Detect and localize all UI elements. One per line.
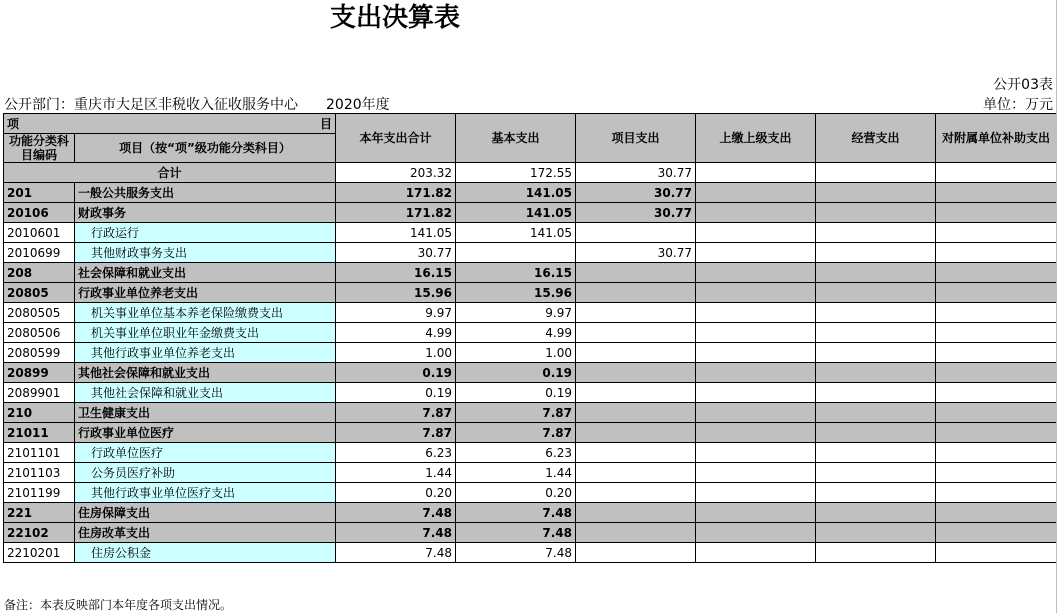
row-value-cell [936, 183, 1057, 203]
row-value-cell [936, 523, 1057, 543]
row-value-cell [936, 383, 1057, 403]
row-value-cell [696, 543, 816, 563]
row-value-cell [696, 303, 816, 323]
row-value-cell [816, 483, 936, 503]
row-value-cell [936, 283, 1057, 303]
row-value-cell: 1.00 [336, 343, 456, 363]
expenditure-table [3, 113, 1057, 563]
row-value-cell [936, 403, 1057, 423]
total-label: 合计 [4, 163, 336, 183]
row-value-cell [696, 283, 816, 303]
row-value-cell [696, 483, 816, 503]
row-value-cell: 1.00 [456, 343, 576, 363]
row-name: 其他社会保障和就业支出 [75, 383, 336, 403]
row-value-cell: 9.97 [336, 303, 456, 323]
row-value-cell: 4.99 [456, 323, 576, 343]
row-value-cell [576, 443, 696, 463]
row-value-cell: 6.23 [336, 443, 456, 463]
row-value-cell [936, 323, 1057, 343]
table-row [4, 183, 1057, 203]
row-name: 住房公积金 [75, 543, 336, 563]
row-value-cell [696, 183, 816, 203]
table-row [4, 463, 1057, 483]
table-row [4, 423, 1057, 443]
row-code: 2010699 [4, 243, 75, 263]
row-code: 20899 [4, 363, 75, 383]
row-value-cell: 7.87 [456, 403, 576, 423]
row-value-cell [576, 363, 696, 383]
row-code: 2101101 [4, 443, 75, 463]
header-row-top [4, 114, 1057, 134]
row-name: 其他社会保障和就业支出 [75, 363, 336, 383]
row-value-cell [576, 383, 696, 403]
row-value-cell [696, 423, 816, 443]
row-value-cell: 0.20 [456, 483, 576, 503]
row-value-cell: 6.23 [456, 443, 576, 463]
row-code: 20106 [4, 203, 75, 223]
department-line [4, 94, 390, 114]
row-value-cell: 15.96 [456, 283, 576, 303]
row-value-cell [816, 523, 936, 543]
year-label: 2020年度 [326, 97, 390, 113]
row-value-cell: 30.77 [576, 243, 696, 263]
row-code: 201 [4, 183, 75, 203]
row-value-cell [936, 363, 1057, 383]
row-value-cell [816, 503, 936, 523]
row-value-cell: 15.96 [336, 283, 456, 303]
row-value-cell: 1.44 [336, 463, 456, 483]
row-value-cell [816, 343, 936, 363]
row-value-cell: 16.15 [336, 263, 456, 283]
row-value-cell: 0.20 [336, 483, 456, 503]
row-value-cell: 0.19 [456, 363, 576, 383]
row-value-cell: 0.19 [456, 383, 576, 403]
total-cell: 172.55 [456, 163, 576, 183]
row-value-cell [576, 423, 696, 443]
row-name: 其他行政事业单位养老支出 [75, 343, 336, 363]
row-value-cell [816, 303, 936, 323]
table-row [4, 203, 1057, 223]
col-header-total: 本年支出合计 [336, 114, 456, 163]
row-code: 2080506 [4, 323, 75, 343]
row-value-cell [576, 403, 696, 423]
row-value-cell: 7.48 [336, 503, 456, 523]
row-value-cell: 0.19 [336, 363, 456, 383]
row-code: 2101199 [4, 483, 75, 503]
row-value-cell [696, 363, 816, 383]
row-code: 221 [4, 503, 75, 523]
unit-label: 单位：万元 [983, 97, 1053, 113]
row-code: 21011 [4, 423, 75, 443]
row-value-cell: 4.99 [336, 323, 456, 343]
row-value-cell [816, 423, 936, 443]
row-value-cell [816, 363, 936, 383]
row-value-cell [816, 223, 936, 243]
row-value-cell [816, 543, 936, 563]
row-name: 公务员医疗补助 [75, 463, 336, 483]
row-value-cell: 7.48 [336, 543, 456, 563]
row-value-cell [816, 443, 936, 463]
table-row [4, 543, 1057, 563]
total-cell [816, 163, 936, 183]
row-value-cell [576, 483, 696, 503]
row-value-cell [816, 283, 936, 303]
row-value-cell [816, 203, 936, 223]
table-row [4, 343, 1057, 363]
row-value-cell [576, 463, 696, 483]
row-code: 2089901 [4, 383, 75, 403]
col-header-name: 项目（按“项”级功能分类科目） [75, 134, 336, 163]
total-cell [936, 163, 1057, 183]
row-name: 行政运行 [75, 223, 336, 243]
row-value-cell [576, 223, 696, 243]
department-label: 公开部门：重庆市大足区非税收入征收服务中心 [4, 97, 298, 113]
total-cell: 30.77 [576, 163, 696, 183]
total-cell [696, 163, 816, 183]
row-value-cell [456, 243, 576, 263]
row-name: 行政单位医疗 [75, 443, 336, 463]
table-row [4, 483, 1057, 503]
row-value-cell [816, 263, 936, 283]
row-value-cell: 141.05 [336, 223, 456, 243]
row-value-cell [576, 523, 696, 543]
table-row [4, 323, 1057, 343]
row-value-cell [816, 323, 936, 343]
row-value-cell [696, 223, 816, 243]
table-row [4, 263, 1057, 283]
page-title: 支出决算表 [329, 3, 460, 33]
row-value-cell [576, 323, 696, 343]
row-value-cell [936, 443, 1057, 463]
table-row [4, 383, 1057, 403]
table-row [4, 283, 1057, 303]
row-name: 机关事业单位基本养老保险缴费支出 [75, 303, 336, 323]
row-name: 住房改革支出 [75, 523, 336, 543]
row-value-cell [696, 403, 816, 423]
row-value-cell: 7.48 [456, 523, 576, 543]
row-value-cell [696, 323, 816, 343]
table-row [4, 503, 1057, 523]
row-value-cell [936, 543, 1057, 563]
table-row [4, 363, 1057, 383]
row-value-cell [696, 263, 816, 283]
row-value-cell [936, 343, 1057, 363]
row-value-cell [816, 463, 936, 483]
total-cell: 203.32 [336, 163, 456, 183]
row-name: 行政事业单位养老支出 [75, 283, 336, 303]
row-value-cell [936, 303, 1057, 323]
row-value-cell [696, 343, 816, 363]
row-name: 卫生健康支出 [75, 403, 336, 423]
total-row [4, 163, 1057, 183]
table-row [4, 303, 1057, 323]
row-value-cell [576, 303, 696, 323]
row-value-cell: 7.48 [456, 503, 576, 523]
row-value-cell: 171.82 [336, 183, 456, 203]
row-value-cell [576, 263, 696, 283]
row-value-cell [816, 383, 936, 403]
row-code: 208 [4, 263, 75, 283]
row-value-cell: 30.77 [576, 203, 696, 223]
row-code: 2010601 [4, 223, 75, 243]
form-number: 公开03表 [993, 77, 1053, 93]
row-code: 20805 [4, 283, 75, 303]
row-name: 社会保障和就业支出 [75, 263, 336, 283]
table-row [4, 223, 1057, 243]
row-value-cell [936, 483, 1057, 503]
row-value-cell: 30.77 [336, 243, 456, 263]
row-value-cell [816, 183, 936, 203]
row-value-cell [696, 523, 816, 543]
row-value-cell: 171.82 [336, 203, 456, 223]
table-row [4, 243, 1057, 263]
row-value-cell: 16.15 [456, 263, 576, 283]
row-value-cell [936, 463, 1057, 483]
row-name: 行政事业单位医疗 [75, 423, 336, 443]
row-value-cell [936, 503, 1057, 523]
col-header-code: 功能分类科目编码 [4, 134, 75, 163]
row-name: 财政事务 [75, 203, 336, 223]
row-value-cell [696, 203, 816, 223]
row-name: 其他财政事务支出 [75, 243, 336, 263]
row-code: 2080599 [4, 343, 75, 363]
row-value-cell: 1.44 [456, 463, 576, 483]
table-row [4, 443, 1057, 463]
row-value-cell: 141.05 [456, 223, 576, 243]
row-value-cell [696, 463, 816, 483]
row-value-cell: 7.87 [336, 403, 456, 423]
col-header-operating: 经营支出 [816, 114, 936, 163]
row-value-cell: 141.05 [456, 183, 576, 203]
row-value-cell: 0.19 [336, 383, 456, 403]
row-code: 2210201 [4, 543, 75, 563]
row-value-cell [696, 503, 816, 523]
col-header-remit: 上缴上级支出 [696, 114, 816, 163]
row-value-cell [696, 243, 816, 263]
header-item-left: 项 [4, 114, 75, 134]
row-value-cell [696, 443, 816, 463]
row-value-cell: 7.87 [456, 423, 576, 443]
row-value-cell [936, 203, 1057, 223]
row-value-cell [576, 543, 696, 563]
table-row [4, 523, 1057, 543]
row-value-cell [936, 243, 1057, 263]
table-row [4, 403, 1057, 423]
row-value-cell [816, 403, 936, 423]
row-value-cell [576, 503, 696, 523]
col-header-project: 项目支出 [576, 114, 696, 163]
row-value-cell: 30.77 [576, 183, 696, 203]
row-value-cell: 7.48 [336, 523, 456, 543]
header-item-right: 目 [75, 114, 336, 134]
col-header-subsidy: 对附属单位补助支出 [936, 114, 1057, 163]
row-value-cell [576, 343, 696, 363]
footnote: 备注：本表反映部门本年度各项支出情况。 [4, 598, 233, 612]
row-code: 2101103 [4, 463, 75, 483]
col-header-basic: 基本支出 [456, 114, 576, 163]
row-value-cell: 9.97 [456, 303, 576, 323]
row-code: 22102 [4, 523, 75, 543]
row-name: 一般公共服务支出 [75, 183, 336, 203]
row-name: 住房保障支出 [75, 503, 336, 523]
row-value-cell: 7.48 [456, 543, 576, 563]
row-value-cell [816, 243, 936, 263]
row-code: 210 [4, 403, 75, 423]
row-name: 机关事业单位职业年金缴费支出 [75, 323, 336, 343]
row-code: 2080505 [4, 303, 75, 323]
row-value-cell: 7.87 [336, 423, 456, 443]
row-value-cell [936, 223, 1057, 243]
row-value-cell [696, 383, 816, 403]
row-value-cell: 141.05 [456, 203, 576, 223]
row-value-cell [936, 263, 1057, 283]
row-name: 其他行政事业单位医疗支出 [75, 483, 336, 503]
sheet-edge-divider [1056, 0, 1057, 613]
row-value-cell [576, 283, 696, 303]
row-value-cell [936, 423, 1057, 443]
